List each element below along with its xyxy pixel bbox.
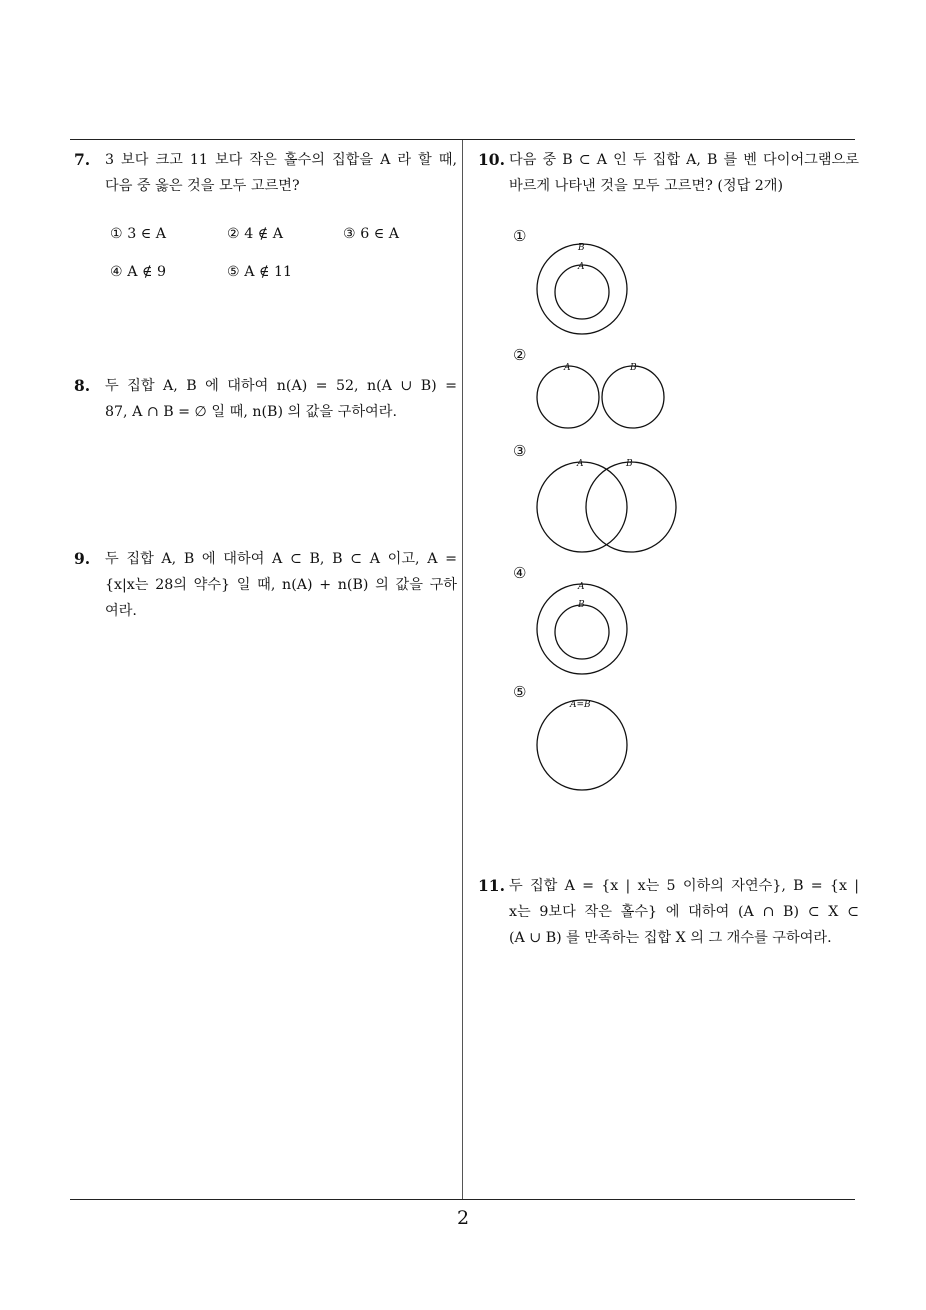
venn-label-outer: A — [578, 582, 585, 592]
venn-choice-5-label[interactable]: ⑤ — [513, 683, 527, 701]
question-text-line-1: 두 집합 A, B 에 대하여 A ⊂ B, B ⊂ A 이고, A = — [105, 551, 457, 567]
venn-label-inner: B — [578, 600, 585, 610]
choice-4[interactable]: ④ A ∉ 9 — [110, 264, 167, 280]
question-number: 10. — [478, 150, 505, 169]
venn-choice-2-label[interactable]: ② — [513, 346, 527, 364]
venn-label-single: A=B — [570, 700, 591, 710]
question-number: 8. — [74, 376, 91, 395]
question-text-line-2: 바르게 나타낸 것을 모두 고르면? (정답 2개) — [509, 178, 784, 194]
venn-label-right: B — [630, 363, 637, 373]
question-8 — [74, 373, 459, 433]
venn-label-left: A — [577, 459, 584, 469]
venn-circle-outer — [537, 584, 627, 674]
venn-circle-right — [586, 462, 676, 552]
venn-choice-1-label[interactable]: ① — [513, 227, 527, 245]
question-10 — [478, 147, 860, 207]
question-number: 9. — [74, 549, 91, 568]
venn-circle-left — [537, 366, 599, 428]
venn-diagram-4 — [530, 577, 634, 677]
venn-diagram-5 — [530, 696, 634, 796]
question-text-line-3: 여라. — [105, 603, 137, 619]
question-text-line-1: 두 집합 A = {x | x는 5 이하의 자연수}, B = {x | — [509, 878, 859, 894]
venn-label-left: A — [564, 363, 571, 373]
question-text-line-1: 다음 중 B ⊂ A 인 두 집합 A, B 를 벤 다이어그램으로 — [509, 152, 859, 168]
venn-choice-4-label[interactable]: ④ — [513, 564, 527, 582]
venn-circle-inner — [555, 605, 609, 659]
question-text-line-1: 3 보다 크고 11 보다 작은 홀수의 집합을 A 라 할 때, — [105, 152, 457, 168]
venn-circle-right — [602, 366, 664, 428]
venn-diagram-3 — [530, 455, 682, 555]
choice-3[interactable]: ③ 6 ∈ A — [343, 226, 400, 242]
venn-circle-outer — [537, 244, 627, 334]
question-7 — [74, 147, 459, 207]
venn-circle-left — [537, 462, 627, 552]
venn-label-inner: A — [578, 262, 585, 272]
venn-circle-inner — [555, 265, 609, 319]
page-number: 2 — [456, 1207, 470, 1229]
question-11 — [478, 873, 860, 953]
question-text-line-2: 다음 중 옳은 것을 모두 고르면? — [105, 178, 300, 194]
choice-5[interactable]: ⑤ A ∉ 11 — [227, 264, 293, 280]
venn-diagram-2 — [530, 360, 670, 435]
question-9 — [74, 546, 459, 626]
question-text-line-1: 두 집합 A, B 에 대하여 n(A) = 52, n(A ∪ B) = — [105, 378, 457, 394]
question-text-line-2: 87, A ∩ B = ∅ 일 때, n(B) 의 값을 구하여라. — [105, 404, 397, 420]
choice-1[interactable]: ① 3 ∈ A — [110, 226, 167, 242]
question-number: 11. — [478, 876, 505, 895]
venn-label-right: B — [626, 459, 633, 469]
venn-diagram-1 — [530, 240, 634, 340]
question-number: 7. — [74, 150, 91, 169]
column-divider — [462, 140, 463, 1200]
venn-choice-3-label[interactable]: ③ — [513, 442, 527, 460]
venn-label-outer: B — [578, 243, 585, 253]
question-text-line-3: (A ∪ B) 를 만족하는 집합 X 의 그 개수를 구하여라. — [509, 930, 832, 946]
bottom-rule — [70, 1199, 855, 1200]
question-text-line-2: x는 9보다 작은 홀수} 에 대하여 (A ∩ B) ⊂ X ⊂ — [509, 904, 859, 920]
choice-2[interactable]: ② 4 ∉ A — [227, 226, 284, 242]
venn-circle-single — [537, 700, 627, 790]
question-text-line-2: {x|x는 28의 약수} 일 때, n(A) + n(B) 의 값을 구하 — [105, 577, 457, 593]
